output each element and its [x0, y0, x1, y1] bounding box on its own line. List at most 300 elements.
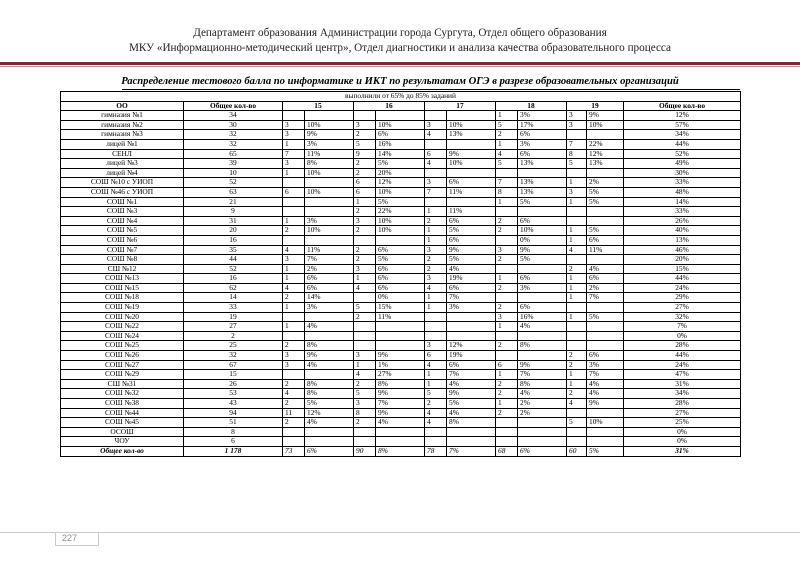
cell-percent: 14%: [305, 293, 354, 303]
cell-percent: 7%: [447, 446, 496, 456]
cell-percent: [376, 322, 425, 332]
cell-count: [283, 178, 305, 188]
table-row: [61, 139, 741, 149]
cell-percent: 9%: [376, 408, 425, 418]
col-header-19: 19: [567, 101, 624, 111]
cell-percent: 10%: [305, 187, 354, 197]
cell-count: 2: [496, 379, 518, 389]
cell-count: 2: [496, 389, 518, 399]
cell-count: 5: [354, 139, 376, 149]
cell-percent: 6%: [376, 283, 425, 293]
cell-count: [425, 322, 447, 332]
cell-sum: 7%: [624, 322, 741, 332]
cell-total: 15: [184, 370, 283, 380]
cell-total: 20: [184, 226, 283, 236]
cell-count: 1: [283, 274, 305, 284]
cell-sum: 27%: [624, 408, 741, 418]
cell-count: 2: [496, 408, 518, 418]
cell-count: 3: [425, 245, 447, 255]
cell-percent: 5%: [447, 255, 496, 265]
cell-percent: 6%: [376, 245, 425, 255]
cell-oo: СШ №31: [61, 379, 184, 389]
cell-sum: 20%: [624, 255, 741, 265]
cell-percent: [518, 437, 567, 447]
cell-count: 3: [283, 159, 305, 169]
col-header-18: 18: [496, 101, 567, 111]
cell-percent: 4%: [447, 379, 496, 389]
cell-percent: [305, 207, 354, 217]
cell-percent: [587, 216, 624, 226]
col-header-total: Общее кол-во: [184, 101, 283, 111]
table-row: [61, 283, 741, 293]
cell-percent: [305, 312, 354, 322]
cell-oo: СОШ №3: [61, 207, 184, 217]
cell-total: 62: [184, 283, 283, 293]
cell-percent: [518, 168, 567, 178]
footer-rule: [0, 532, 800, 533]
cell-total: 27: [184, 322, 283, 332]
cell-percent: [305, 111, 354, 121]
cell-percent: 9%: [447, 389, 496, 399]
cell-count: 5: [567, 418, 587, 428]
cell-oo: СОШ №26: [61, 351, 184, 361]
cell-count: [354, 235, 376, 245]
cell-count: [283, 437, 305, 447]
cell-percent: [518, 207, 567, 217]
cell-percent: 4%: [518, 389, 567, 399]
cell-percent: 4%: [447, 408, 496, 418]
cell-percent: 5%: [447, 399, 496, 409]
cell-percent: [447, 331, 496, 341]
cell-oo: СОШ №18: [61, 293, 184, 303]
cell-count: 2: [496, 216, 518, 226]
cell-oo: СШ №12: [61, 264, 184, 274]
cell-percent: 10%: [587, 418, 624, 428]
cell-total: 44: [184, 255, 283, 265]
cell-count: [283, 427, 305, 437]
cell-count: 6: [425, 351, 447, 361]
table-row: [61, 293, 741, 303]
cell-sum: 27%: [624, 303, 741, 313]
cell-percent: 8%: [447, 418, 496, 428]
table-row: [61, 437, 741, 447]
cell-percent: 3%: [305, 216, 354, 226]
cell-percent: 10%: [376, 187, 425, 197]
cell-percent: 11%: [305, 149, 354, 159]
cell-percent: [376, 331, 425, 341]
cell-percent: 6%: [447, 178, 496, 188]
cell-percent: [376, 111, 425, 121]
totals-row: [61, 446, 741, 456]
cell-percent: 2%: [305, 264, 354, 274]
cell-count: 4: [283, 283, 305, 293]
cell-percent: 13%: [518, 187, 567, 197]
cell-count: 2: [425, 255, 447, 265]
cell-count: [567, 437, 587, 447]
cell-oo: СОШ №27: [61, 360, 184, 370]
cell-count: 2: [283, 293, 305, 303]
cell-count: [354, 331, 376, 341]
cell-count: 2: [354, 130, 376, 140]
cell-count: 8: [567, 149, 587, 159]
cell-sum: 48%: [624, 187, 741, 197]
cell-count: 1: [425, 207, 447, 217]
cell-percent: 0%: [518, 235, 567, 245]
cell-total: 51: [184, 418, 283, 428]
cell-count: 8: [496, 187, 518, 197]
cell-percent: 6%: [518, 130, 567, 140]
cell-percent: 5%: [447, 226, 496, 236]
cell-percent: [447, 139, 496, 149]
cell-total: 34: [184, 111, 283, 121]
cell-count: 68: [496, 446, 518, 456]
cell-count: [496, 264, 518, 274]
cell-oo: СОШ №7: [61, 245, 184, 255]
cell-count: 2: [496, 130, 518, 140]
cell-percent: 9%: [447, 245, 496, 255]
cell-total: 10: [184, 168, 283, 178]
cell-percent: [518, 331, 567, 341]
cell-count: 4: [425, 130, 447, 140]
cell-sum: 14%: [624, 197, 741, 207]
cell-count: 1: [496, 322, 518, 332]
cell-percent: 3%: [587, 360, 624, 370]
cell-count: 1: [283, 139, 305, 149]
cell-count: 7: [425, 187, 447, 197]
cell-count: 1: [283, 322, 305, 332]
cell-percent: 9%: [518, 245, 567, 255]
cell-percent: 8%: [518, 379, 567, 389]
cell-count: 11: [283, 408, 305, 418]
cell-count: 1: [567, 178, 587, 188]
cell-percent: 15%: [376, 303, 425, 313]
table-header-row: [61, 101, 741, 111]
cell-percent: 6%: [376, 264, 425, 274]
cell-count: 1: [354, 360, 376, 370]
cell-sum: 13%: [624, 235, 741, 245]
cell-count: 2: [354, 207, 376, 217]
cell-sum: 49%: [624, 159, 741, 169]
cell-count: 2: [354, 159, 376, 169]
table-row: [61, 312, 741, 322]
cell-oo: СОШ №32: [61, 389, 184, 399]
cell-percent: 6%: [305, 283, 354, 293]
cell-percent: [518, 293, 567, 303]
cell-count: [354, 111, 376, 121]
table-row: [61, 427, 741, 437]
cell-count: [567, 130, 587, 140]
cell-count: 7: [567, 139, 587, 149]
cell-count: 1: [567, 312, 587, 322]
cell-percent: [447, 322, 496, 332]
cell-count: [496, 168, 518, 178]
cell-percent: 6%: [447, 235, 496, 245]
cell-percent: 6%: [447, 283, 496, 293]
cell-count: 3: [354, 264, 376, 274]
cell-percent: 9%: [447, 149, 496, 159]
cell-total: 19: [184, 312, 283, 322]
cell-percent: [587, 408, 624, 418]
cell-sum: 0%: [624, 437, 741, 447]
cell-count: 1: [496, 274, 518, 284]
cell-percent: 7%: [376, 399, 425, 409]
cell-count: 1: [354, 197, 376, 207]
cell-sum: 34%: [624, 389, 741, 399]
cell-sum: 57%: [624, 120, 741, 130]
cell-count: [567, 322, 587, 332]
table-row: [61, 120, 741, 130]
cell-percent: 14%: [376, 149, 425, 159]
cell-total: 65: [184, 149, 283, 159]
cell-percent: 7%: [305, 255, 354, 265]
cell-percent: [305, 427, 354, 437]
cell-percent: 6%: [376, 130, 425, 140]
cell-percent: [587, 207, 624, 217]
cell-percent: 10%: [376, 216, 425, 226]
cell-count: [567, 303, 587, 313]
document-header: [0, 26, 800, 56]
cell-count: 5: [567, 159, 587, 169]
cell-total: 6: [184, 437, 283, 447]
table-row: [61, 111, 741, 121]
cell-percent: 13%: [518, 159, 567, 169]
table-row: [61, 418, 741, 428]
cell-sum: 44%: [624, 274, 741, 284]
table-row: [61, 322, 741, 332]
cell-count: 1: [283, 216, 305, 226]
cell-percent: [587, 255, 624, 265]
cell-percent: [376, 341, 425, 351]
cell-count: [354, 341, 376, 351]
cell-percent: [305, 178, 354, 188]
cell-percent: 10%: [305, 168, 354, 178]
cell-total: 33: [184, 303, 283, 313]
table-body: [61, 111, 741, 456]
cell-percent: 4%: [305, 322, 354, 332]
cell-percent: 12%: [447, 341, 496, 351]
cell-count: 5: [354, 303, 376, 313]
cell-count: 1: [567, 370, 587, 380]
cell-oo: СОШ №29: [61, 370, 184, 380]
cell-oo: лицей №1: [61, 139, 184, 149]
cell-total: 63: [184, 187, 283, 197]
cell-sum: 33%: [624, 178, 741, 188]
cell-oo: СОШ №19: [61, 303, 184, 313]
cell-percent: 8%: [305, 341, 354, 351]
cell-count: 2: [283, 418, 305, 428]
cell-percent: 10%: [447, 120, 496, 130]
table-row: [61, 303, 741, 313]
cell-oo: гимназия №3: [61, 130, 184, 140]
cell-total: 32: [184, 139, 283, 149]
cell-percent: [518, 351, 567, 361]
cell-sum: 28%: [624, 399, 741, 409]
cell-count: [567, 408, 587, 418]
cell-percent: 6%: [447, 216, 496, 226]
cell-percent: 6%: [518, 274, 567, 284]
cell-sum: 12%: [624, 111, 741, 121]
cell-count: [354, 293, 376, 303]
cell-percent: 8%: [376, 446, 425, 456]
cell-total: 16: [184, 235, 283, 245]
cell-percent: [587, 303, 624, 313]
cell-count: 1: [567, 274, 587, 284]
table-banner-row: [61, 92, 741, 102]
cell-count: 6: [283, 187, 305, 197]
cell-oo: СОШ №5: [61, 226, 184, 236]
cell-total: 43: [184, 399, 283, 409]
cell-oo: СОШ №8: [61, 255, 184, 265]
cell-count: [425, 312, 447, 322]
table-row: [61, 264, 741, 274]
cell-percent: 9%: [305, 130, 354, 140]
cell-total: 52: [184, 178, 283, 188]
cell-count: [283, 207, 305, 217]
cell-percent: [447, 312, 496, 322]
cell-percent: 4%: [376, 418, 425, 428]
cell-percent: 7%: [447, 293, 496, 303]
cell-count: 6: [496, 360, 518, 370]
cell-percent: 6%: [305, 446, 354, 456]
cell-oo: СОШ №1: [61, 197, 184, 207]
cell-count: 3: [354, 399, 376, 409]
cell-count: 4: [283, 245, 305, 255]
cell-percent: 7%: [447, 370, 496, 380]
cell-percent: [518, 418, 567, 428]
cell-percent: [376, 437, 425, 447]
cell-count: 3: [354, 216, 376, 226]
cell-count: [425, 427, 447, 437]
cell-count: 2: [567, 264, 587, 274]
cell-total: 1 178: [184, 446, 283, 456]
cell-sum: 30%: [624, 168, 741, 178]
cell-percent: 6%: [376, 274, 425, 284]
cell-count: 4: [425, 408, 447, 418]
cell-percent: 10%: [447, 159, 496, 169]
cell-percent: 2%: [518, 408, 567, 418]
cell-percent: 8%: [305, 389, 354, 399]
col-header-17: 17: [425, 101, 496, 111]
table-banner: выполнили от 65% до 85% заданий: [61, 92, 741, 102]
cell-count: 2: [354, 312, 376, 322]
cell-count: [425, 197, 447, 207]
cell-sum: 47%: [624, 370, 741, 380]
cell-percent: [305, 331, 354, 341]
cell-oo: СОШ №15: [61, 283, 184, 293]
cell-count: 2: [496, 226, 518, 236]
col-header-sum: Общее кол-во: [624, 101, 741, 111]
cell-total: 52: [184, 264, 283, 274]
cell-count: 1: [567, 379, 587, 389]
cell-count: [425, 111, 447, 121]
cell-percent: 6%: [518, 303, 567, 313]
cell-count: 4: [354, 283, 376, 293]
cell-total: 32: [184, 130, 283, 140]
cell-count: [283, 331, 305, 341]
cell-percent: 5%: [518, 197, 567, 207]
table-row: [61, 255, 741, 265]
cell-percent: 3%: [518, 283, 567, 293]
cell-count: 3: [567, 120, 587, 130]
cell-percent: [305, 197, 354, 207]
cell-total: 8: [184, 427, 283, 437]
cell-oo: СОШ №4: [61, 216, 184, 226]
table-row: [61, 159, 741, 169]
cell-percent: 22%: [376, 207, 425, 217]
cell-count: [567, 331, 587, 341]
cell-total: 25: [184, 341, 283, 351]
cell-percent: 13%: [447, 130, 496, 140]
cell-percent: 11%: [447, 187, 496, 197]
cell-count: 2: [496, 255, 518, 265]
cell-percent: [447, 111, 496, 121]
table-row: [61, 207, 741, 217]
cell-oo: Общее кол-во: [61, 446, 184, 456]
cell-count: [567, 341, 587, 351]
cell-count: 2: [354, 379, 376, 389]
cell-count: 73: [283, 446, 305, 456]
cell-count: 60: [567, 446, 587, 456]
cell-count: [425, 168, 447, 178]
cell-count: 1: [425, 370, 447, 380]
cell-count: 4: [496, 149, 518, 159]
cell-count: 1: [496, 197, 518, 207]
cell-count: 2: [283, 379, 305, 389]
cell-percent: 10%: [376, 120, 425, 130]
header-rule: [0, 62, 800, 65]
cell-count: 5: [496, 159, 518, 169]
cell-count: 1: [425, 226, 447, 236]
cell-count: 78: [425, 446, 447, 456]
cell-oo: ОСОШ: [61, 427, 184, 437]
cell-count: [425, 139, 447, 149]
cell-count: 3: [283, 351, 305, 361]
cell-count: 2: [425, 264, 447, 274]
cell-count: 3: [496, 312, 518, 322]
cell-percent: 11%: [305, 245, 354, 255]
cell-count: [425, 437, 447, 447]
cell-count: 3: [425, 341, 447, 351]
cell-oo: гимназия №1: [61, 111, 184, 121]
cell-percent: [305, 370, 354, 380]
cell-percent: [587, 341, 624, 351]
cell-count: 3: [425, 274, 447, 284]
cell-sum: 44%: [624, 351, 741, 361]
cell-count: 1: [567, 235, 587, 245]
cell-total: 94: [184, 408, 283, 418]
cell-percent: 12%: [587, 149, 624, 159]
cell-percent: 7%: [587, 293, 624, 303]
cell-percent: [447, 168, 496, 178]
cell-total: 35: [184, 245, 283, 255]
cell-percent: 5%: [376, 159, 425, 169]
cell-percent: 5%: [587, 226, 624, 236]
cell-percent: 8%: [518, 341, 567, 351]
cell-count: 6: [354, 187, 376, 197]
cell-count: 2: [567, 351, 587, 361]
cell-count: [496, 418, 518, 428]
cell-percent: [305, 437, 354, 447]
cell-oo: СЕНЛ: [61, 149, 184, 159]
cell-percent: 4%: [447, 264, 496, 274]
cell-count: [496, 351, 518, 361]
cell-total: 21: [184, 197, 283, 207]
cell-count: 3: [283, 255, 305, 265]
cell-total: 30: [184, 120, 283, 130]
cell-percent: 11%: [376, 312, 425, 322]
cell-count: 4: [425, 360, 447, 370]
cell-sum: 31%: [624, 379, 741, 389]
